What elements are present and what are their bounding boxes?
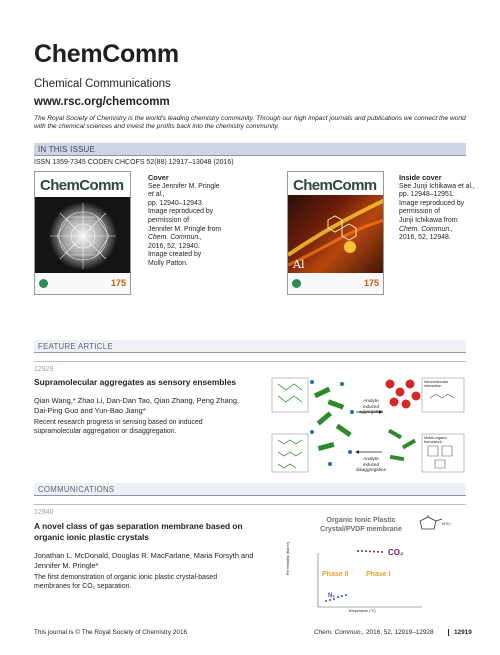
- section-bar-feature-article: FEATURE ARTICLE: [34, 340, 466, 353]
- cover-issue-badge: 175: [363, 278, 379, 288]
- communication-toc-graphic[interactable]: Organic Ionic Plastic Crystal/PVDF membrane CO₂ N₂ Phase II Phase I Permeability (Barrer) Temperature (°C) NTf₂⁻: [286, 517, 453, 613]
- journal-url[interactable]: www.rsc.org/chemcomm: [34, 96, 170, 108]
- feature-authors: Qian Wang,* Zhao Li, Dan-Dan Tao, Qian Zhang, Peng Zhang, Dai-Ping Guo and Yun-Bao Jiang*: [34, 396, 240, 415]
- communication-title[interactable]: A novel class of gas separation membrane based on organic ionic plastic crystals: [34, 521, 243, 542]
- communication-authors: Jonathan L. McDonald, Douglas R. MacFarlane, Maria Forsyth and Jennifer M. Pringle*: [34, 551, 254, 570]
- communication-pages[interactable]: 12940: [34, 509, 54, 516]
- aluminium-art: [288, 195, 384, 275]
- rsc-logo-icon: [39, 279, 48, 288]
- journal-title: ChemComm: [34, 40, 179, 68]
- feature-toc-graphic[interactable]: Analyte induced aggregation Analyte induced disaggregation Intramolecular interaction Metal-organic framework: [270, 372, 466, 480]
- masthead: [34, 40, 474, 132]
- page-number: 12919: [448, 629, 472, 636]
- feature-pages[interactable]: 12929: [34, 366, 54, 373]
- copyright-footer: This journal is © The Royal Society of Chemistry 2016: [34, 629, 188, 636]
- issn-line: ISSN 1359-7345 CODEN CHCOFS 52(88) 12917–13048 (2016): [34, 159, 234, 166]
- journal-subtitle: Chemical Communications: [34, 78, 171, 90]
- svg-text:Al: Al: [293, 258, 305, 271]
- cover-logo: ChemComm: [293, 177, 377, 194]
- inside-cover-caption: Inside cover See Junji Ichikawa et al., pp. 12948–12951. Image reproduced by permission of Junji Ichikawa from Chem. Commun., 2016, 52, 12948.: [399, 173, 475, 242]
- cover-issue-badge: 175: [110, 278, 126, 288]
- society-blurb: The Royal Society of Chemistry is the world's leading chemistry community. Through our high impact journals and publications we connect the world with the chemical sciences and invest the profits back into the chemistry community.: [34, 115, 466, 131]
- footer-reference: 2016, 52, 12919–12928: [366, 629, 434, 636]
- feature-title[interactable]: Supramolecular aggregates as sensory ensembles: [34, 377, 237, 387]
- feature-summary: Recent research progress in sensing based on induced supramolecular aggregation or disaggregation.: [34, 419, 203, 435]
- cover-logo: ChemComm: [40, 177, 124, 194]
- cover-caption: Cover See Jennifer M. Pringle et al., pp. 12940–12943. Image reproduced by permission of Jennifer M. Pringle from Chem. Commun., 2016, 52, 12940. Image created by Molly Patton.: [148, 173, 222, 267]
- cover-image[interactable]: [34, 171, 131, 295]
- section-bar-communications: COMMUNICATIONS: [34, 483, 466, 496]
- section-bar-in-this-issue: IN THIS ISSUE: [34, 143, 466, 156]
- rsc-logo-icon: [292, 279, 301, 288]
- inside-cover-image[interactable]: [287, 171, 384, 295]
- crystal-art: [35, 197, 131, 275]
- communication-summary: The first demonstration of organic ionic plastic crystal-based membranes for CO₂ separation.: [34, 574, 218, 590]
- footer-journal: Chem. Commun.,: [314, 629, 365, 636]
